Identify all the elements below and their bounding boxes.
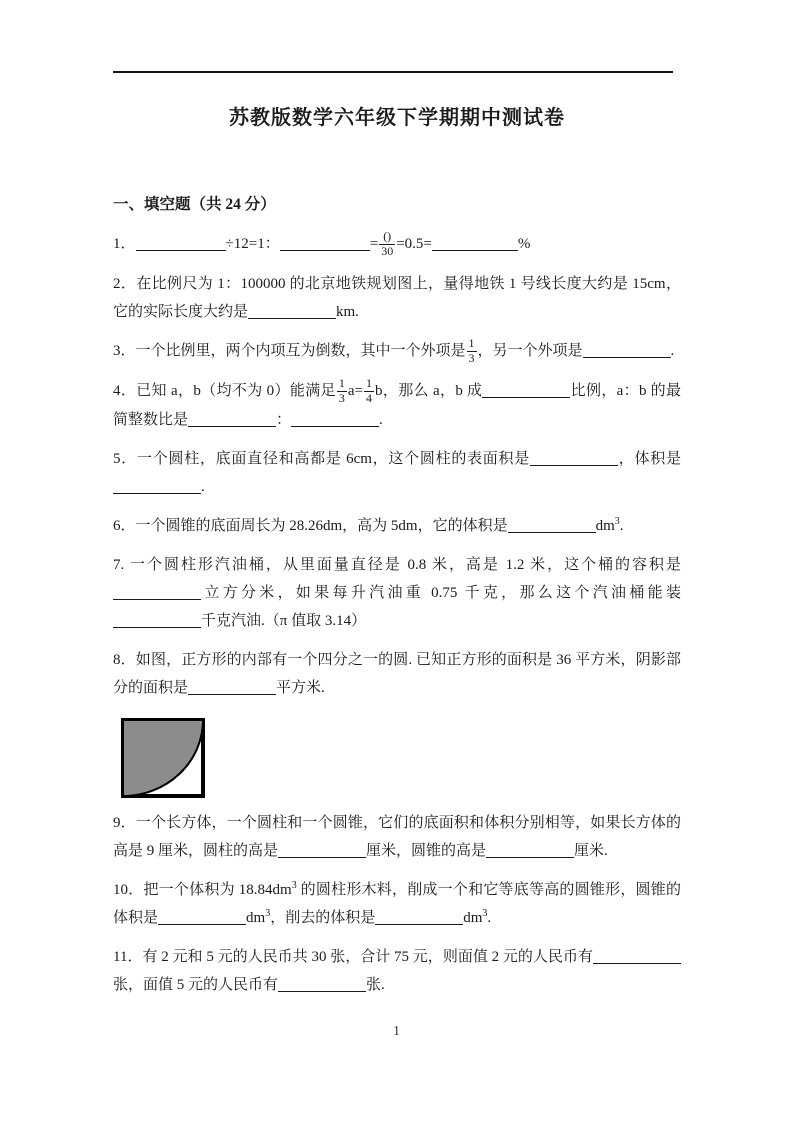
question-text: 一个长方体，一个圆柱和一个圆锥，它们的底面积和体积分别相等，如果长方体的高是 9 厘米，圆柱的高是 bbox=[113, 814, 681, 859]
question-text: a= bbox=[347, 382, 364, 399]
question-text: dm bbox=[595, 517, 615, 534]
fraction bbox=[378, 230, 396, 259]
fraction-numerator: 1 bbox=[338, 375, 345, 390]
question-text: 一个圆锥的底面周长为 28.26dm，高为 5dm，它的体积是 bbox=[135, 517, 508, 534]
question-list bbox=[113, 230, 681, 999]
page-title: 苏教版数学六年级下学期期中测试卷 bbox=[229, 107, 565, 129]
question-number: 4． bbox=[113, 382, 137, 399]
answer-blank bbox=[158, 909, 246, 925]
question-4 bbox=[113, 377, 681, 434]
question-number: 2． bbox=[113, 275, 137, 292]
question-text: . bbox=[379, 411, 383, 428]
question-5 bbox=[113, 445, 681, 501]
question-text: ，体积是 bbox=[618, 450, 681, 467]
question-text: dm bbox=[463, 909, 483, 926]
question-text: 比例，a：b 的最简整数比是 bbox=[113, 382, 681, 428]
question-text: km. bbox=[336, 303, 359, 320]
answer-blank bbox=[278, 842, 366, 858]
question-text: 的圆柱形木料，削成一个和它等底等高的圆锥形，圆锥的体积是 bbox=[113, 881, 681, 926]
question-number: 11． bbox=[113, 948, 143, 965]
question-text: . bbox=[670, 342, 675, 359]
question-text: 有 2 元和 5 元的人民币共 30 张，合计 75 元，则面值 2 元的人民币有 bbox=[142, 948, 593, 965]
fraction-denominator: 3 bbox=[338, 390, 345, 405]
question-number: 6． bbox=[113, 517, 136, 534]
answer-blank bbox=[278, 976, 366, 992]
question-10 bbox=[113, 876, 681, 932]
answer-blank bbox=[486, 842, 574, 858]
superscript: 3 bbox=[614, 515, 620, 527]
question-text: 厘米，圆锥的高是 bbox=[366, 842, 487, 859]
answer-blank bbox=[188, 411, 276, 427]
question-6 bbox=[113, 512, 681, 540]
question-9 bbox=[113, 809, 681, 865]
question-text: =0.5= bbox=[396, 236, 432, 252]
fraction-denominator: 4 bbox=[366, 390, 373, 405]
superscript: 3 bbox=[482, 907, 488, 919]
question-text: ，削去的体积是 bbox=[270, 909, 376, 926]
question-text: % bbox=[517, 236, 531, 252]
question-text: 平方米. bbox=[276, 679, 325, 696]
fraction bbox=[363, 377, 375, 406]
question-text: 把一个体积为 18.84dm bbox=[143, 881, 292, 898]
question-text: ： bbox=[276, 411, 292, 428]
question-11 bbox=[113, 943, 681, 999]
superscript: 3 bbox=[265, 907, 271, 919]
question-figure bbox=[121, 718, 681, 798]
answer-blank bbox=[375, 909, 463, 925]
answer-blank bbox=[188, 679, 276, 695]
fraction-numerator: () bbox=[379, 230, 395, 245]
section-heading: 一、填空题（共 24 分） bbox=[113, 196, 276, 213]
question-text: 千克汽油.（π 值取 3.14） bbox=[201, 612, 367, 629]
question-text: 厘米. bbox=[574, 842, 608, 859]
answer-blank bbox=[291, 411, 379, 427]
question-text: = bbox=[369, 236, 379, 252]
question-number: 7. bbox=[113, 556, 130, 573]
question-text: 张，面值 5 元的人民币有 bbox=[113, 976, 279, 993]
question-text: . bbox=[201, 478, 205, 495]
quarter-circle-figure bbox=[121, 718, 205, 798]
answer-blank bbox=[482, 382, 570, 398]
question-text: 一个圆柱，底面直径和高都是 6cm，这个圆柱的表面积是 bbox=[136, 450, 531, 467]
question-text: 一个比例里，两个内项互为倒数，其中一个外项是 bbox=[135, 342, 466, 359]
question-text: b，那么 a，b 成 bbox=[375, 382, 483, 399]
question-3 bbox=[113, 337, 681, 366]
header-rule bbox=[113, 71, 673, 73]
answer-blank bbox=[593, 948, 681, 964]
fraction-numerator: 1 bbox=[468, 336, 475, 351]
answer-blank bbox=[280, 235, 370, 251]
question-text: 张. bbox=[366, 976, 385, 993]
answer-blank bbox=[113, 584, 201, 600]
page-number: 1 bbox=[393, 1024, 400, 1039]
answer-blank bbox=[113, 478, 201, 494]
question-text: 立方分米，如果每升汽油重 0.75 千克，那么这个汽油桶能装 bbox=[201, 584, 681, 601]
question-text: 如图，正方形的内部有一个四分之一的圆. 已知正方形的面积是 36 平方米，阴影部分的面积是 bbox=[113, 651, 681, 696]
question-text: 已知 a，b（均不为 0）能满足 bbox=[136, 382, 336, 399]
question-text: 一个圆柱形汽油桶，从里面量直径是 0.8 米，高是 1.2 米，这个桶的容积是 bbox=[129, 556, 681, 573]
question-number: 8． bbox=[113, 651, 136, 668]
question-8 bbox=[113, 646, 681, 702]
question-number: 9． bbox=[113, 814, 136, 831]
answer-blank bbox=[530, 450, 618, 466]
question-number: 10． bbox=[113, 881, 144, 898]
superscript: 3 bbox=[291, 879, 297, 891]
question-number: 5． bbox=[113, 450, 137, 467]
question-text: . bbox=[487, 909, 492, 926]
answer-blank bbox=[248, 303, 336, 319]
question-1 bbox=[113, 230, 681, 259]
answer-blank bbox=[432, 235, 518, 251]
question-text: 在比例尺为 1：100000 的北京地铁规划图上，量得地铁 1 号线长度大约是 15cm，它的实际长度大约是 bbox=[113, 275, 681, 320]
answer-blank bbox=[583, 342, 671, 358]
question-text: . bbox=[619, 517, 624, 534]
question-text: dm bbox=[246, 909, 266, 926]
question-text: ，另一个外项是 bbox=[477, 342, 583, 359]
question-2 bbox=[113, 270, 681, 326]
fraction-denominator: 30 bbox=[381, 244, 394, 259]
fraction-numerator: 1 bbox=[366, 375, 373, 390]
answer-blank bbox=[508, 517, 596, 533]
answer-blank bbox=[113, 612, 201, 628]
question-number: 3． bbox=[113, 342, 136, 359]
question-number: 1． bbox=[113, 236, 136, 252]
fraction-denominator: 3 bbox=[468, 350, 475, 365]
answer-blank bbox=[136, 235, 226, 251]
fraction bbox=[466, 337, 478, 366]
question-7 bbox=[113, 551, 681, 635]
question-text: ÷12=1： bbox=[225, 236, 280, 252]
fraction bbox=[336, 377, 348, 406]
